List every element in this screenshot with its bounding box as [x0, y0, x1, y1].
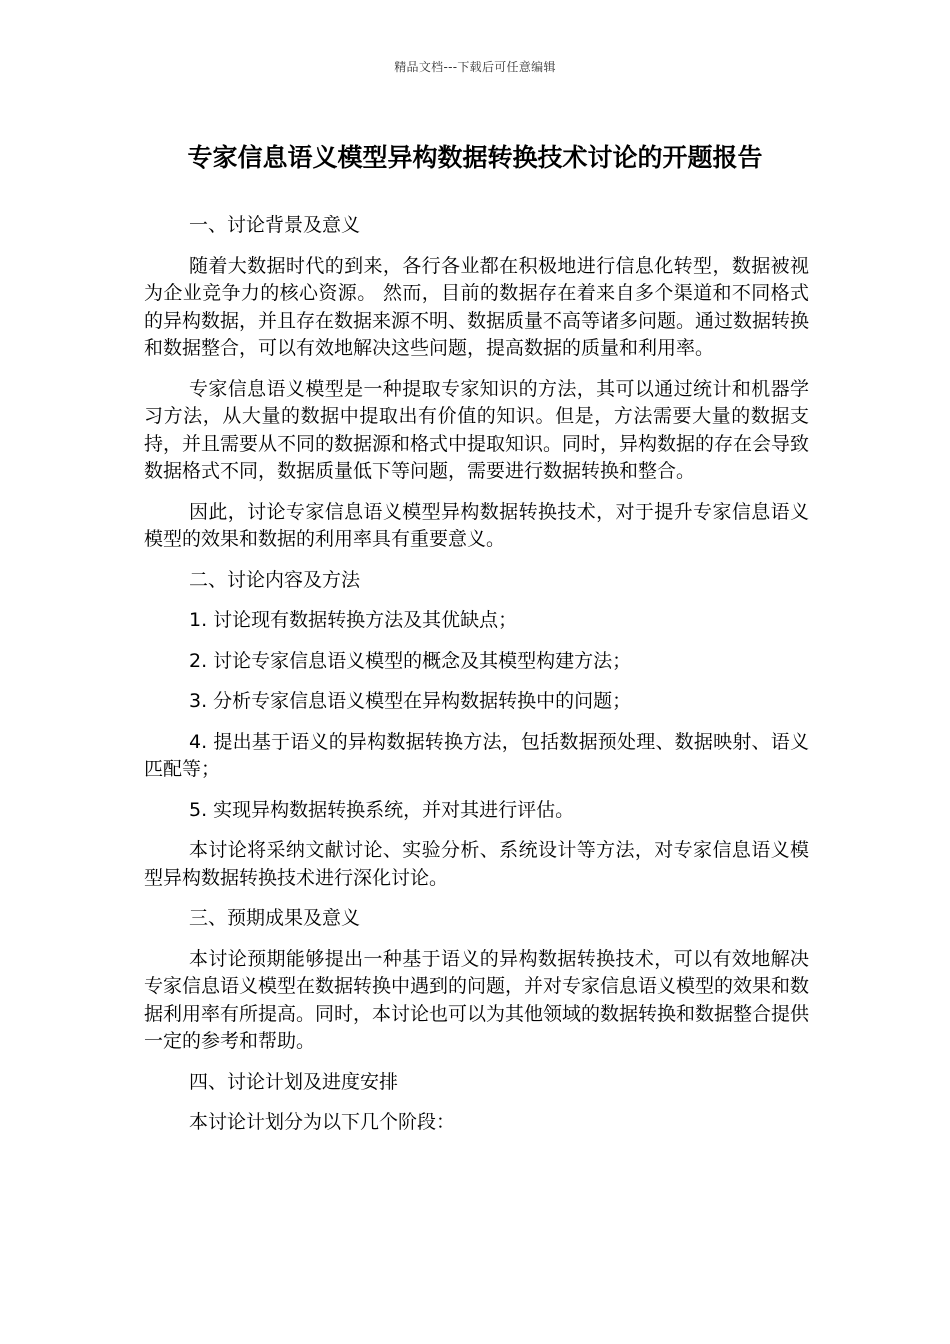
- paragraph-background-1: 随着大数据时代的到来，各行各业都在积极地进行信息化转型，数据被视为企业竞争力的核心资源。 然而，目前的数据存在着来自多个渠道和不同格式的异构数据，并且存在数据来源不明、数据质量不高等诸多问题。通过数据转换和数据整合，可以有效地解决这些问题，提高数据的质量和利用率。: [144, 254, 810, 359]
- list-item-3: 3. 分析专家信息语义模型在异构数据转换中的问题；: [189, 690, 632, 712]
- document-title: 专家信息语义模型异构数据转换技术讨论的开题报告: [187, 143, 763, 172]
- paragraph-method: 本讨论将采纳文献讨论、实验分析、系统设计等方法，对专家信息语义模型异构数据转换技术进行深化讨论。: [144, 839, 809, 889]
- section-heading-plan-schedule: 四、讨论计划及进度安排: [189, 1070, 399, 1093]
- section-heading-content-method: 二、讨论内容及方法: [189, 568, 361, 591]
- paragraph-background-2: 专家信息语义模型是一种提取专家知识的方法，其可以通过统计和机器学习方法，从大量的数据中提取出有价值的知识。但是，方法需要大量的数据支持，并且需要从不同的数据源和格式中提取知识。同时，异构数据的存在会导致数据格式不同，数据质量低下等问题，需要进行数据转换和整合。: [144, 377, 810, 482]
- paragraph-expected-results: 本讨论预期能够提出一种基于语义的异构数据转换技术，可以有效地解决专家信息语义模型在数据转换中遇到的问题，并对专家信息语义模型的效果和数据利用率有所提高。同时，本讨论也可以为其他领域的数据转换和数据整合提供一定的参考和帮助。: [144, 947, 810, 1052]
- list-item-4: 4. 提出基于语义的异构数据转换方法，包括数据预处理、数据映射、语义匹配等；: [144, 730, 809, 780]
- list-item-1: 1. 讨论现有数据转换方法及其优缺点；: [189, 609, 518, 631]
- section-heading-expected-results: 三、预期成果及意义: [189, 907, 361, 929]
- list-item-2: 2. 讨论专家信息语义模型的概念及其模型构建方法；: [189, 649, 632, 672]
- paragraph-background-3: 因此，讨论专家信息语义模型异构数据转换技术，对于提升专家信息语义模型的效果和数据的利用率具有重要意义。: [144, 500, 809, 550]
- section-heading-background: 一、讨论背景及意义: [189, 214, 361, 236]
- list-item-5: 5. 实现异构数据转换系统，并对其进行评估。: [189, 798, 575, 821]
- paragraph-plan: 本讨论计划分为以下几个阶段：: [189, 1111, 456, 1133]
- header-note: 精品文档---下载后可任意编辑: [394, 60, 556, 74]
- document-body: [144, 212, 809, 1150]
